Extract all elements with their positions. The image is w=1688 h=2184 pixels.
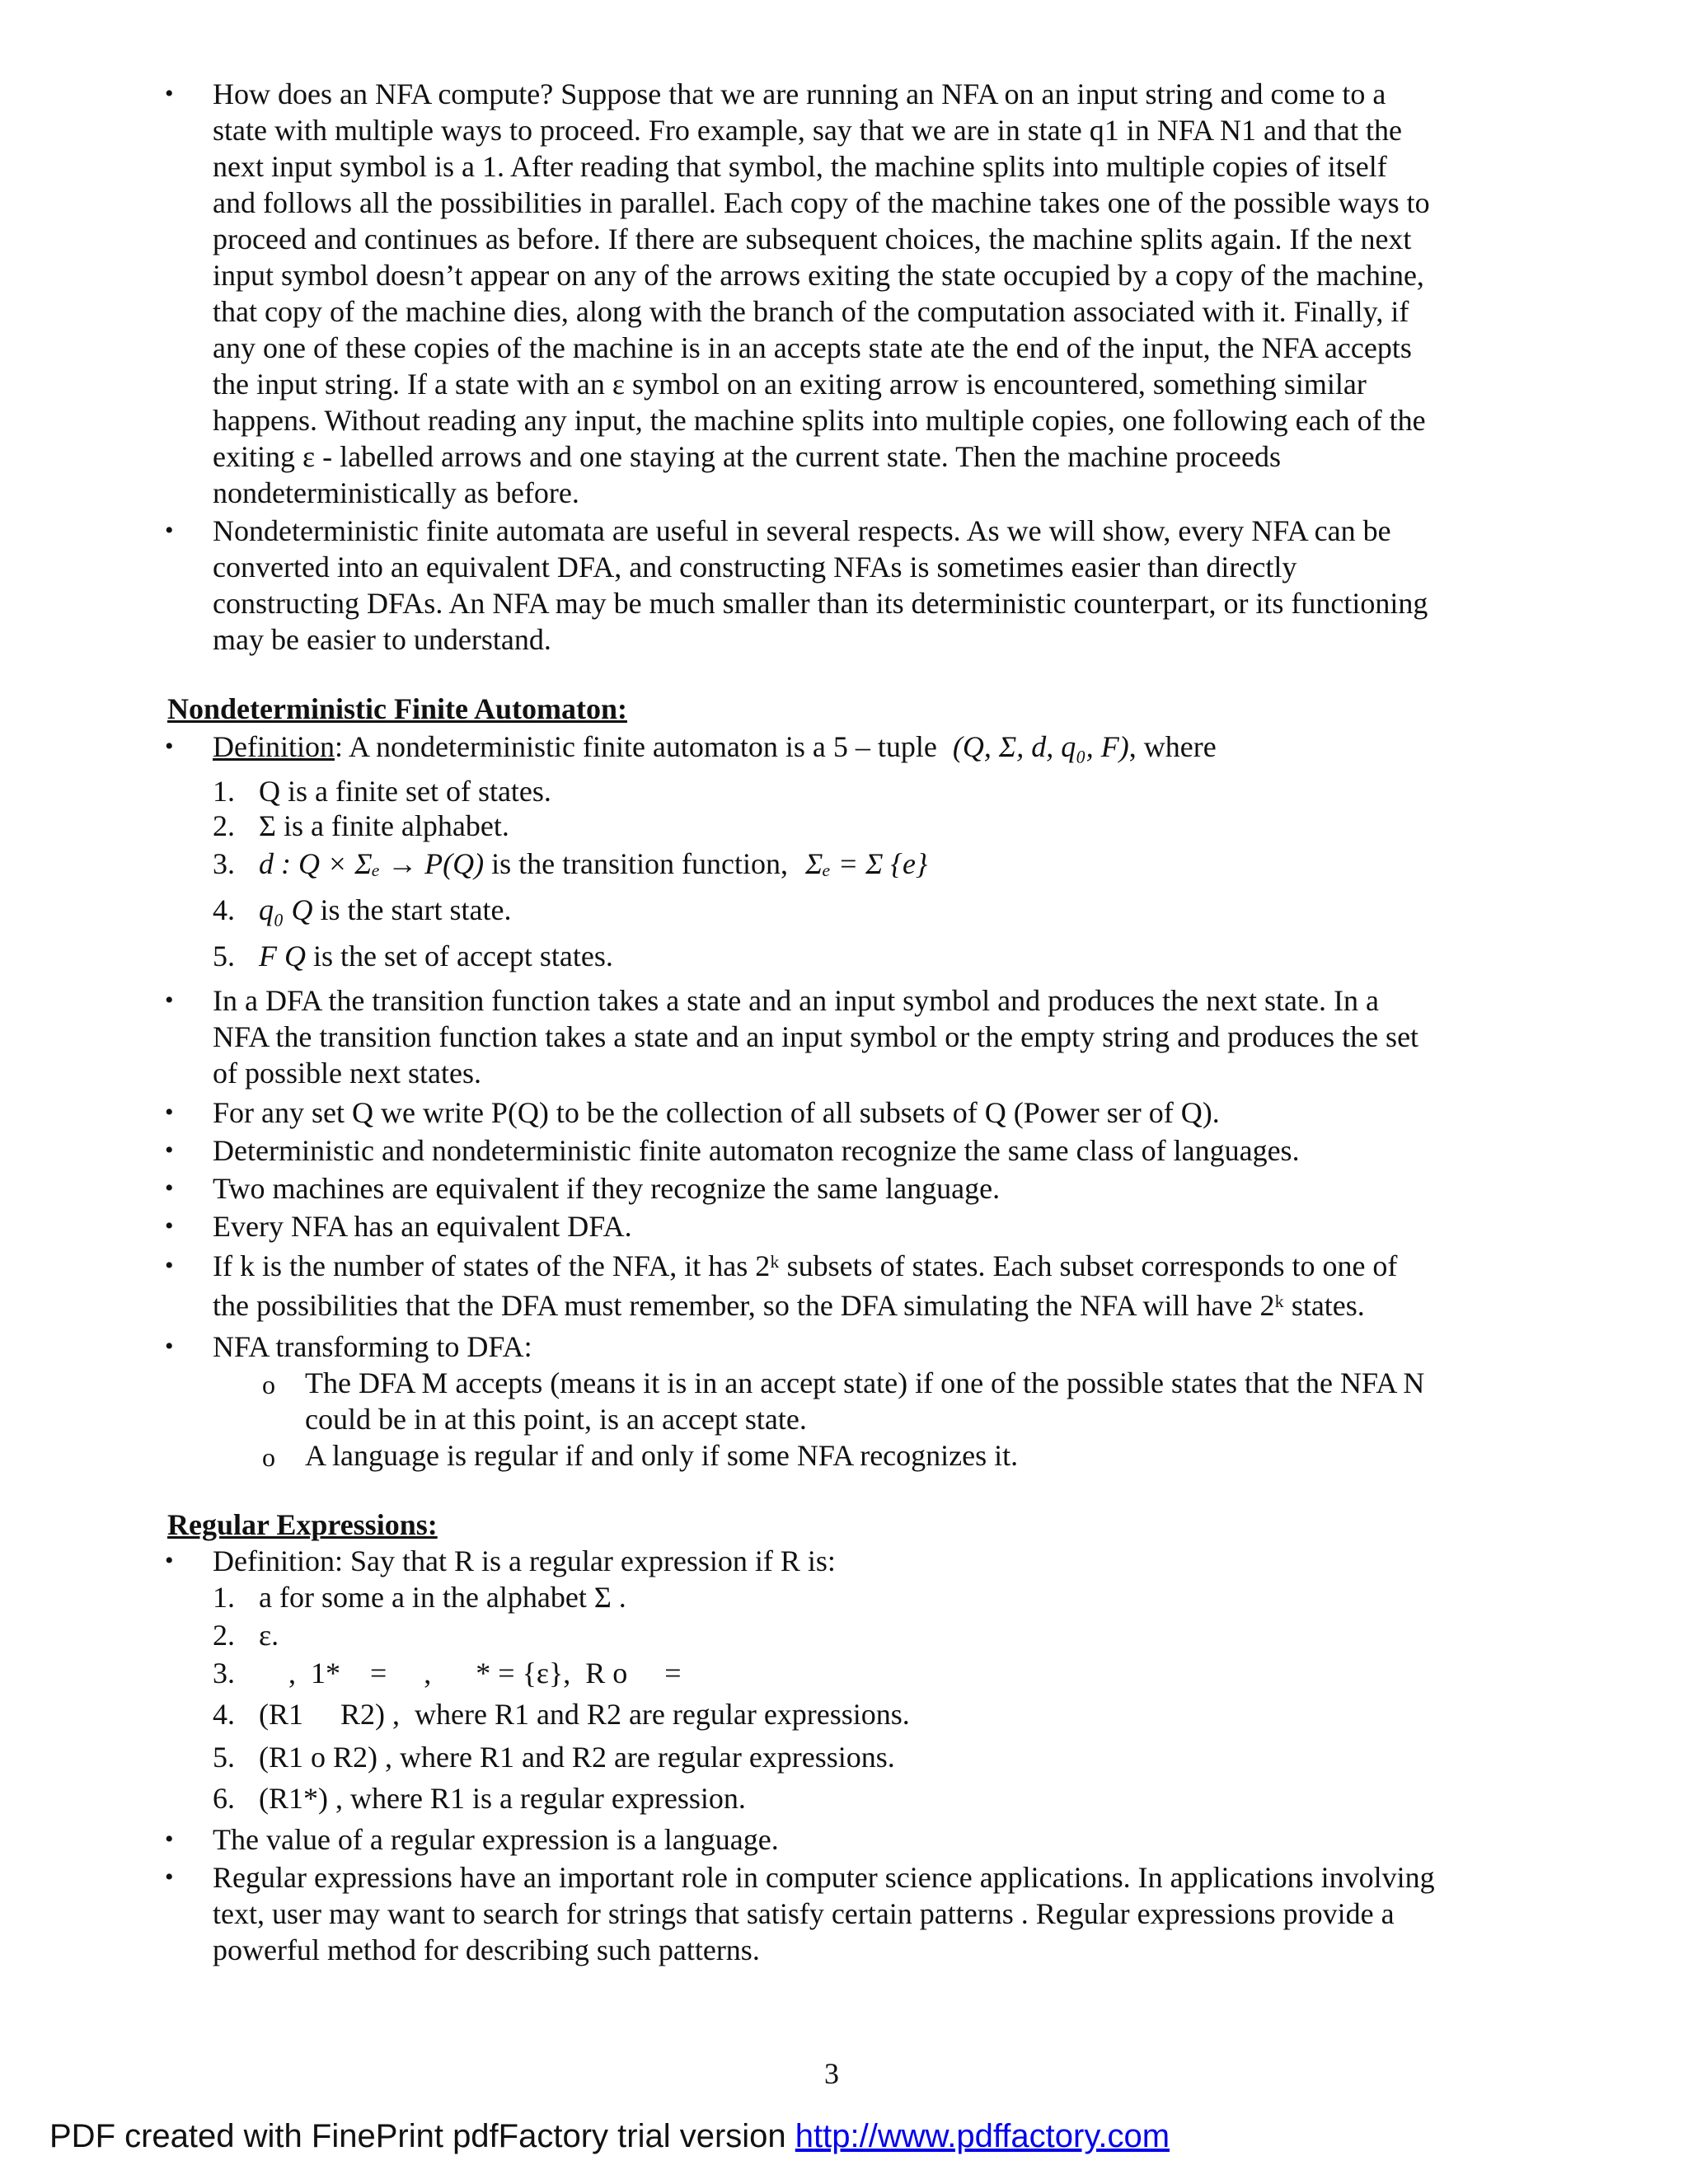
line: state with multiple ways to proceed. Fro example, say that we are in state q1 in NFA N1 and that the [213, 114, 1402, 147]
definition-label: Definition [213, 730, 335, 763]
epsilon-alphabet-formula: Σₑ = Σ {e} [805, 847, 928, 880]
line: text, user may want to search for strings that satisfy certain patterns . Regular expressions provide a [213, 1897, 1395, 1930]
list-number: 5. [213, 1741, 235, 1774]
regex-definition: Definition: Say that R is a regular expression if R is: [213, 1544, 836, 1577]
transition-formula: d : Q × Σₑ → P(Q) [259, 847, 485, 880]
line: Nondeterministic finite automata are useful in several respects. As we will show, every NFA can be [213, 514, 1391, 547]
sub-bullet-icon: o [262, 1442, 275, 1472]
list-item: (R1 R2) , where R1 and R2 are regular expressions. [259, 1698, 910, 1731]
section-heading-regex: Regular Expressions: [167, 1508, 438, 1541]
nfa-bullet-5: Every NFA has an equivalent DFA. [213, 1210, 632, 1243]
pdf-footer [49, 2118, 1170, 2154]
bullet-icon: • [165, 1137, 174, 1164]
intro-paragraph-2 [213, 513, 1515, 658]
line: powerful method for describing such patterns. [213, 1933, 760, 1966]
sub-bullet-icon: o [262, 1370, 275, 1399]
nfa-bullet-6 [213, 1248, 1515, 1324]
bullet-icon: • [165, 1333, 174, 1360]
line: exiting ε - labelled arrows and one staying at the current state. Then the machine proceeds [213, 440, 1281, 473]
list-item: a for some a in the alphabet Σ . [259, 1581, 626, 1614]
section-heading-nfa: Nondeterministic Finite Automaton: [167, 692, 627, 725]
intro-paragraph-1 [213, 76, 1515, 511]
bullet-icon: • [165, 1825, 174, 1853]
line: of possible next states. [213, 1057, 481, 1090]
nfa-bullet-4: Two machines are equivalent if they recognize the same language. [213, 1172, 1001, 1205]
line: In a DFA the transition function takes a state and an input symbol and produces the next state. In a [213, 984, 1379, 1017]
footer-text: PDF created with FinePrint pdfFactory trial version [49, 2118, 795, 2154]
list-item-transition [259, 846, 927, 882]
start-state-formula: q₀ Q [259, 893, 313, 926]
line: How does an NFA compute? Suppose that we are running an NFA on an input string and come to a [213, 77, 1386, 110]
bullet-icon: • [165, 1547, 174, 1574]
list-number: 2. [213, 809, 235, 842]
list-item: (R1 o R2) , where R1 and R2 are regular expressions. [259, 1741, 895, 1774]
bullet-icon: • [165, 987, 174, 1014]
line: the input string. If a state with an ε symbol on an exiting arrow is encountered, something similar [213, 368, 1367, 401]
list-number: 3. [213, 1657, 235, 1690]
bullet-icon: • [165, 1212, 174, 1240]
list-item: , 1* = , * = {ε}, R o = [259, 1657, 682, 1690]
line: proceed and continues as before. If there are subsequent choices, the machine splits again. If the next [213, 223, 1412, 255]
list-number: 4. [213, 893, 235, 926]
list-number: 5. [213, 940, 235, 972]
list-number: 6. [213, 1782, 235, 1815]
line: NFA the transition function takes a state and an input symbol or the empty string and produces the set [213, 1020, 1419, 1053]
list-item: ε. [259, 1619, 279, 1652]
line: Regular expressions have an important role in computer science applications. In applications involving [213, 1861, 1435, 1894]
line: input symbol doesn’t appear on any of the arrows exiting the state occupied by a copy of the machine, [213, 259, 1424, 292]
item-text: is the start state. [312, 893, 512, 926]
nfa-bullet-2: For any set Q we write P(Q) to be the collection of all subsets of Q (Power ser of Q). [213, 1096, 1220, 1129]
transition-text: is the transition function, [484, 847, 789, 880]
list-number: 2. [213, 1619, 235, 1652]
list-item: Q is a finite set of states. [259, 775, 551, 808]
accept-states-formula: F Q [259, 940, 306, 972]
list-number: 1. [213, 1581, 235, 1614]
list-item: Σ is a finite alphabet. [259, 809, 509, 842]
list-number: 1. [213, 775, 235, 808]
list-number: 3. [213, 847, 235, 880]
line: nondeterministically as before. [213, 476, 579, 509]
list-item [259, 938, 613, 974]
line: constructing DFAs. An NFA may be much smaller than its deterministic counterpart, or its functioning [213, 587, 1428, 620]
list-number: 4. [213, 1698, 235, 1731]
line: any one of these copies of the machine is in an accepts state ate the end of the input, the NFA accepts [213, 331, 1412, 364]
regex-bullet-1: The value of a regular expression is a language. [213, 1823, 779, 1856]
definition-tuple: (Q, Σ, d, q₀, F) [952, 730, 1129, 763]
nfa-bullet-1 [213, 982, 1515, 1091]
item-text: is the set of accept states. [306, 940, 613, 972]
line: and follows all the possibilities in parallel. Each copy of the machine takes one of the possible ways to [213, 186, 1430, 219]
line: could be in at this point, is an accept state. [305, 1403, 807, 1436]
sub-bullet-2: A language is regular if and only if some NFA recognizes it. [305, 1439, 1019, 1472]
line: may be easier to understand. [213, 623, 551, 656]
regex-bullet-2 [213, 1859, 1515, 1968]
definition-tail: , where [1128, 730, 1217, 763]
pdffactory-link[interactable]: http://www.pdffactory.com [795, 2118, 1170, 2154]
bullet-icon: • [165, 80, 174, 107]
line: that copy of the machine dies, along with the branch of the computation associated with it. Finally, if [213, 295, 1409, 328]
nfa-bullet-7: NFA transforming to DFA: [213, 1330, 532, 1363]
line: next input symbol is a 1. After reading that symbol, the machine splits into multiple copies of itself [213, 150, 1387, 183]
line: converted into an equivalent DFA, and constructing NFAs is sometimes easier than directly [213, 551, 1297, 583]
line: The DFA M accepts (means it is in an accept state) if one of the possible states that the NFA N [305, 1366, 1425, 1399]
list-item: (R1*) , where R1 is a regular expression. [259, 1782, 746, 1815]
bullet-icon: • [165, 1099, 174, 1126]
nfa-definition [213, 729, 1515, 765]
line: If k is the number of states of the NFA, it has 2ᵏ subsets of states. Each subset corresponds to one of [213, 1249, 1398, 1282]
sub-bullet-1 [305, 1365, 1508, 1437]
line: the possibilities that the DFA must remember, so the DFA simulating the NFA will have 2ᵏ states. [213, 1289, 1365, 1322]
nfa-bullet-3: Deterministic and nondeterministic finite automaton recognize the same class of languages. [213, 1134, 1300, 1167]
bullet-icon: • [165, 1252, 174, 1279]
bullet-icon: • [165, 1863, 174, 1891]
bullet-icon: • [165, 733, 174, 760]
bullet-icon: • [165, 1174, 174, 1202]
list-item [259, 892, 511, 928]
line: happens. Without reading any input, the machine splits into multiple copies, one following each of the [213, 404, 1426, 437]
bullet-icon: • [165, 517, 174, 544]
page-number: 3 [824, 2057, 839, 2090]
definition-text: : A nondeterministic finite automaton is a 5 – tuple [334, 730, 937, 763]
